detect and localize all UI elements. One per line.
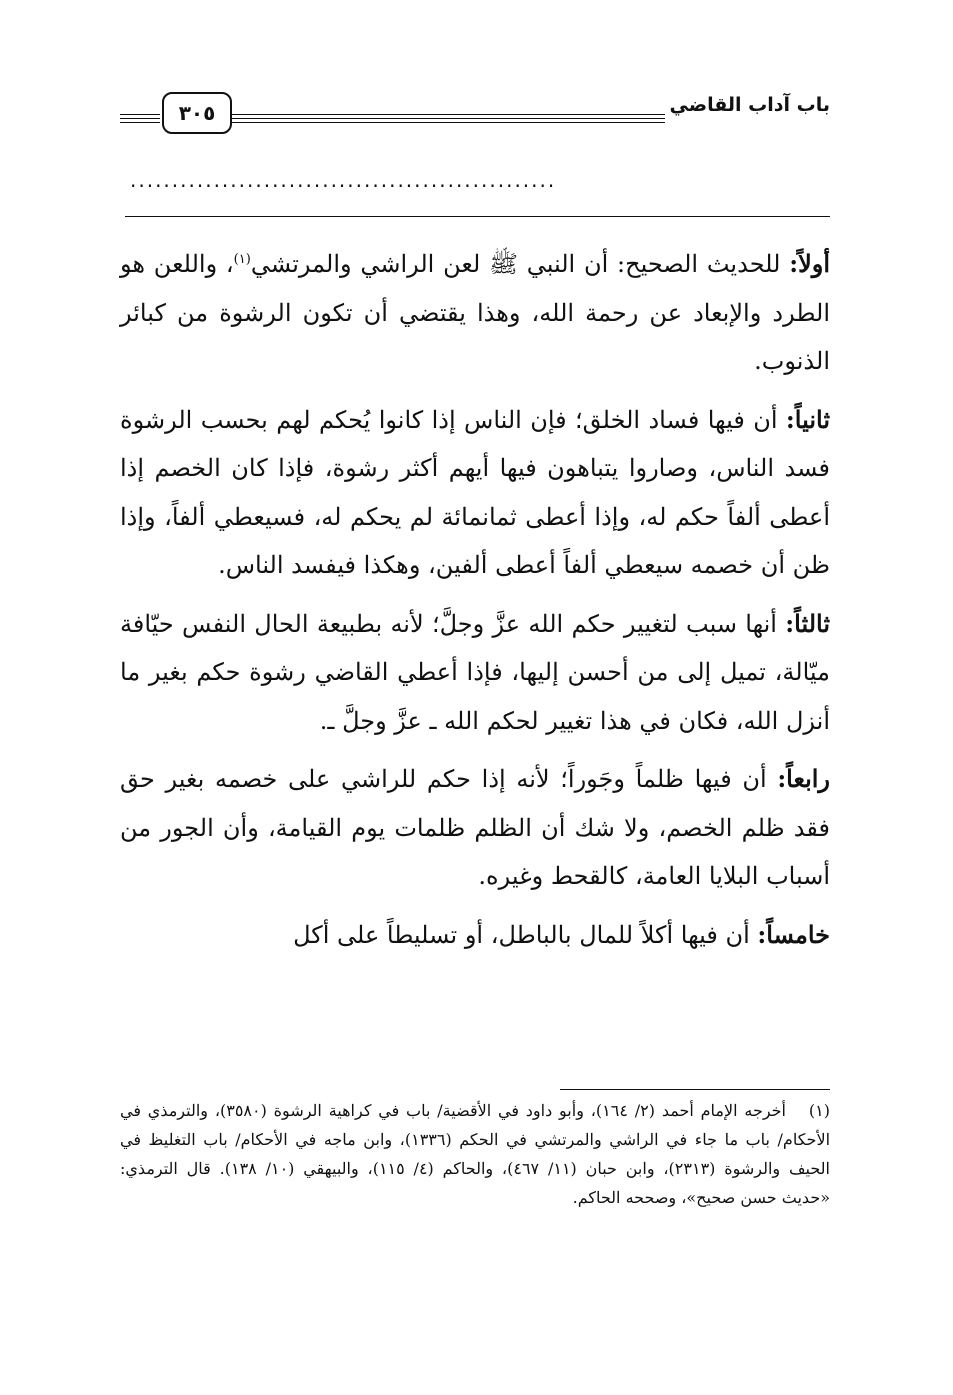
paragraph-1 [120,236,830,386]
paragraph-lead: أولاً: [789,249,831,278]
chapter-title: باب آداب القاضي [669,94,830,116]
paragraph-text: للحديث الصحيح: أن النبي ﷺ لعن الراشي والمرتشي [250,250,790,278]
top-rule [125,216,830,217]
paragraph-text: أن فيها فساد الخلق؛ فإن الناس إذا كانوا يُحكم لهم بحسب الرشوة فسد الناس، وصاروا يتباهون فيها أيهم أكثر رشوة، فإذا كان الخصم إذا أعطى ألفاً حكم له، وإذا أعطى ثمانمائة لم يحكم له، فسيعطي ألفاً، وإذا ظن أن خصمه سيعطي ألفاً أعطى ألفين، وهكذا فيفسد الناس. [120,405,830,579]
paragraph-text: أن فيها ظلماً وجَوراً؛ لأنه إذا حكم للراشي على خصمه بغير حق فقد ظلم الخصم، ولا شك أن الظلم ظلمات يوم القيامة، وأن الجور من أسباب البلايا العامة، كالقحط وغيره. [120,765,830,890]
footnote-text: أخرجه الإمام أحمد (٢/ ١٦٤)، وأبو داود في الأقضية/ باب في كراهية الرشوة (٣٥٨٠)، والترمذي في الأحكام/ باب ما جاء في الراشي والمرتشي في الحكم (١٣٣٦)، وابن ماجه في الأحكام/ باب التغليظ في الحيف والرشوة (٢٣١٣)، وابن حبان (١١/ ٤٦٧)، والحاكم (٤/ ١١٥)، والبيهقي (١٠/ ١٣٨). قال الترمذي: «حديث حسن صحيح»، وصححه الحاكم. [120,1101,831,1207]
paragraph-text: أن فيها أكلاً للمال بالباطل، أو تسليطاً على أكل [293,920,758,949]
paragraph-2 [120,396,830,590]
header-rule [120,114,160,115]
paragraph-3 [120,600,830,746]
page-number: ٣٠٥ [162,92,232,134]
footnote-rule [560,1089,830,1090]
paragraph-5 [120,911,830,960]
paragraph-text: أنها سبب لتغيير حكم الله عزَّ وجلَّ؛ لأنه بطبيعة الحال النفس حيّافة ميّالة، تميل إلى من أحسن إليها، فإذا أعطي القاضي رشوة حكم بغير ما أنزل الله، فكان في هذا تغيير لحكم الله ـ عزَّ وجلَّ ـ. [120,609,830,735]
footnote-number: (١) [808,1101,830,1120]
paragraph-4 [120,755,830,901]
paragraph-text: ، واللعن هو الطرد والإبعاد عن رحمة الله، وهذا يقتضي أن تكون الرشوة من كبائر الذنوب. [120,250,830,375]
header-rule [230,118,665,119]
running-header [120,88,830,128]
footnote-ref: (١) [233,252,251,267]
main-text [120,236,830,969]
paragraph-lead: ثانياً: [785,404,830,434]
dotted-separator: ................................................... [130,168,557,192]
header-rule [230,122,665,123]
paragraph-lead: رابعاً: [777,764,830,793]
header-rule [120,122,160,123]
header-rule [230,114,665,115]
paragraph-lead: ثالثاً: [785,608,830,638]
header-rule [120,118,160,119]
footnote [120,1096,830,1212]
paragraph-lead: خامساً: [757,919,830,949]
